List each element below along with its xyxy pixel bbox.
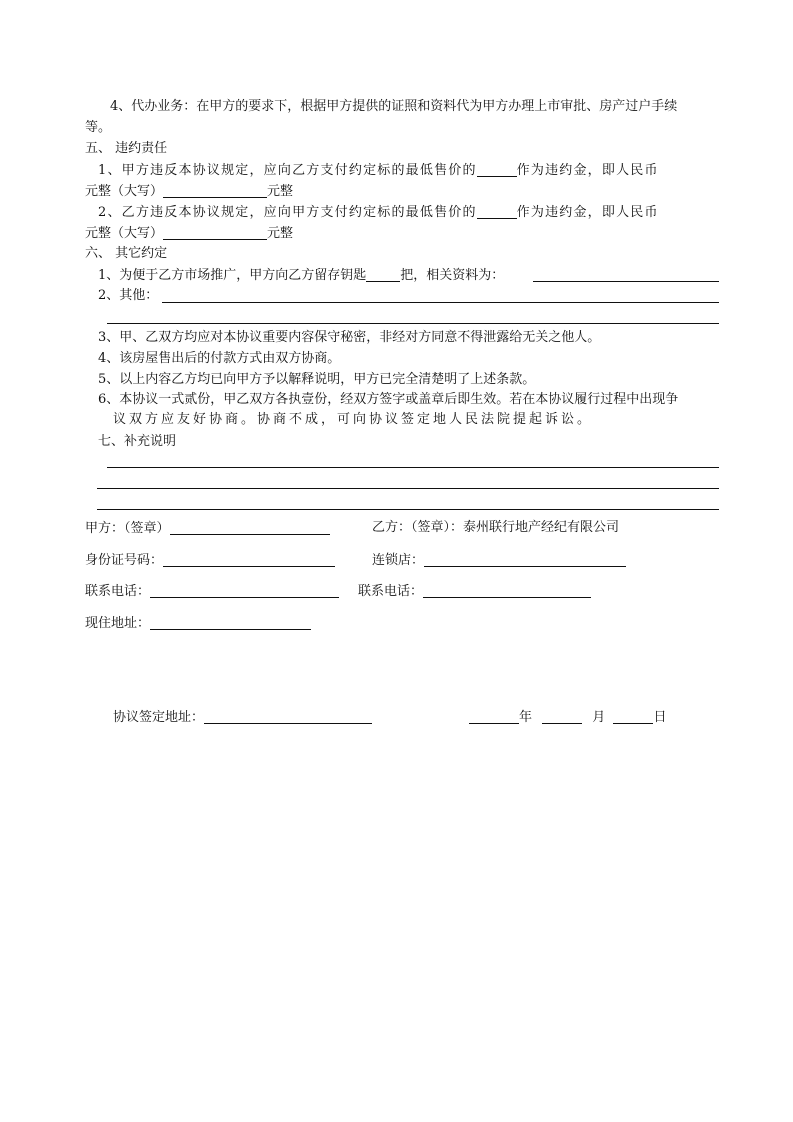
amount-capital-blank[interactable] (163, 225, 267, 240)
section-5-item-1 (98, 162, 659, 179)
month-blank[interactable] (542, 709, 582, 724)
section-6-item-4: 4、该房屋售出后的付款方式由双方协商。 (98, 351, 341, 366)
section-5-item-2 (98, 204, 659, 221)
chain-store-blank[interactable] (424, 552, 626, 567)
day-label: 日 (653, 710, 667, 725)
other-terms-line-2[interactable] (107, 323, 719, 324)
party-b-company: 泰州联行地产经纪有限公司 (463, 520, 620, 535)
item-text: 元整 (267, 184, 294, 199)
year-blank[interactable] (469, 709, 519, 724)
chain-store-row (372, 552, 626, 569)
penalty-ratio-blank[interactable] (477, 204, 517, 219)
sign-address-row (113, 709, 372, 726)
date-row (469, 709, 666, 726)
phone-a-blank[interactable] (150, 583, 339, 598)
item-text: 1、为便于乙方市场推广，甲方向乙方留存钥匙 (98, 268, 367, 283)
phone-a-row (85, 583, 339, 600)
clause-4-line1: 4、代办业务：在甲方的要求下，根据甲方提供的证照和资料代为甲方办理上市审批、房产过户手续 (110, 99, 678, 114)
section-5-item-1-cont (85, 183, 293, 200)
phone-b-row (358, 583, 591, 600)
item-text: 元整（大写） (85, 226, 164, 241)
section-6-heading: 六、 其它约定 (85, 246, 168, 261)
section-5-item-2-cont (85, 225, 293, 242)
address-label: 现住地址： (85, 616, 151, 631)
section-6-item-2: 2、其他： (98, 288, 159, 303)
address-row (85, 615, 311, 632)
id-number-row (85, 552, 335, 569)
section-5-heading: 五、 违约责任 (85, 141, 168, 156)
month-label: 月 (592, 710, 606, 725)
party-a-signature (85, 520, 330, 537)
phone-b-blank[interactable] (423, 583, 591, 598)
item-text: 作为违约金，即人民币 (516, 163, 659, 178)
item-text: 元整 (267, 226, 294, 241)
supplement-line-3[interactable] (97, 509, 719, 510)
item-text: 2、乙方违反本协议规定，应向甲方支付约定标的最低售价的 (98, 205, 477, 220)
address-blank[interactable] (150, 615, 311, 630)
penalty-ratio-blank[interactable] (477, 162, 517, 177)
related-documents-blank[interactable] (533, 281, 719, 282)
supplement-line-1[interactable] (107, 467, 719, 468)
section-7-heading: 七、补充说明 (98, 434, 177, 449)
sign-address-blank[interactable] (204, 709, 372, 724)
section-6-item-3: 3、甲、乙双方均应对本协议重要内容保守秘密，非经对方同意不得泄露给无关之他人。 (98, 330, 601, 345)
year-label: 年 (519, 710, 533, 725)
clause-4-line2: 等。 (85, 120, 112, 135)
id-number-blank[interactable] (163, 552, 335, 567)
chain-store-label: 连锁店： (372, 553, 425, 568)
party-b-signature (372, 520, 619, 536)
party-a-signature-blank[interactable] (170, 520, 330, 535)
sign-address-label: 协议签定地址： (113, 710, 205, 725)
item-text: 元整（大写） (85, 184, 164, 199)
phone-a-label: 联系电话： (85, 584, 151, 599)
section-6-item-5: 5、以上内容乙方均已向甲方予以解释说明，甲方已完全清楚明了上述条款。 (98, 372, 536, 387)
supplement-line-2[interactable] (97, 488, 719, 489)
id-number-label: 身份证号码： (85, 553, 164, 568)
day-blank[interactable] (613, 709, 653, 724)
item-text: 作为违约金，即人民币 (516, 205, 659, 220)
key-count-blank[interactable] (366, 267, 400, 282)
item-text: 把，相关资料为： (400, 268, 505, 283)
amount-capital-blank[interactable] (163, 183, 267, 198)
section-6-item-6-cont: 议双方应友好协商。协商不成，可向协议签定地人民法院提起诉讼。 (113, 412, 594, 427)
phone-b-label: 联系电话： (358, 584, 424, 599)
party-a-label: 甲方：（签章） (85, 521, 170, 536)
section-6-item-6: 6、本协议一式贰份，甲乙双方各执壹份，经双方签字或盖章后即生效。若在本协议履行过程中出现争 (98, 392, 679, 407)
item-text: 1、甲方违反本协议规定，应向乙方支付约定标的最低售价的 (98, 163, 477, 178)
other-terms-line-1[interactable] (162, 302, 719, 303)
party-b-label: 乙方：（签章）： (372, 520, 464, 535)
section-6-item-1 (98, 267, 504, 284)
